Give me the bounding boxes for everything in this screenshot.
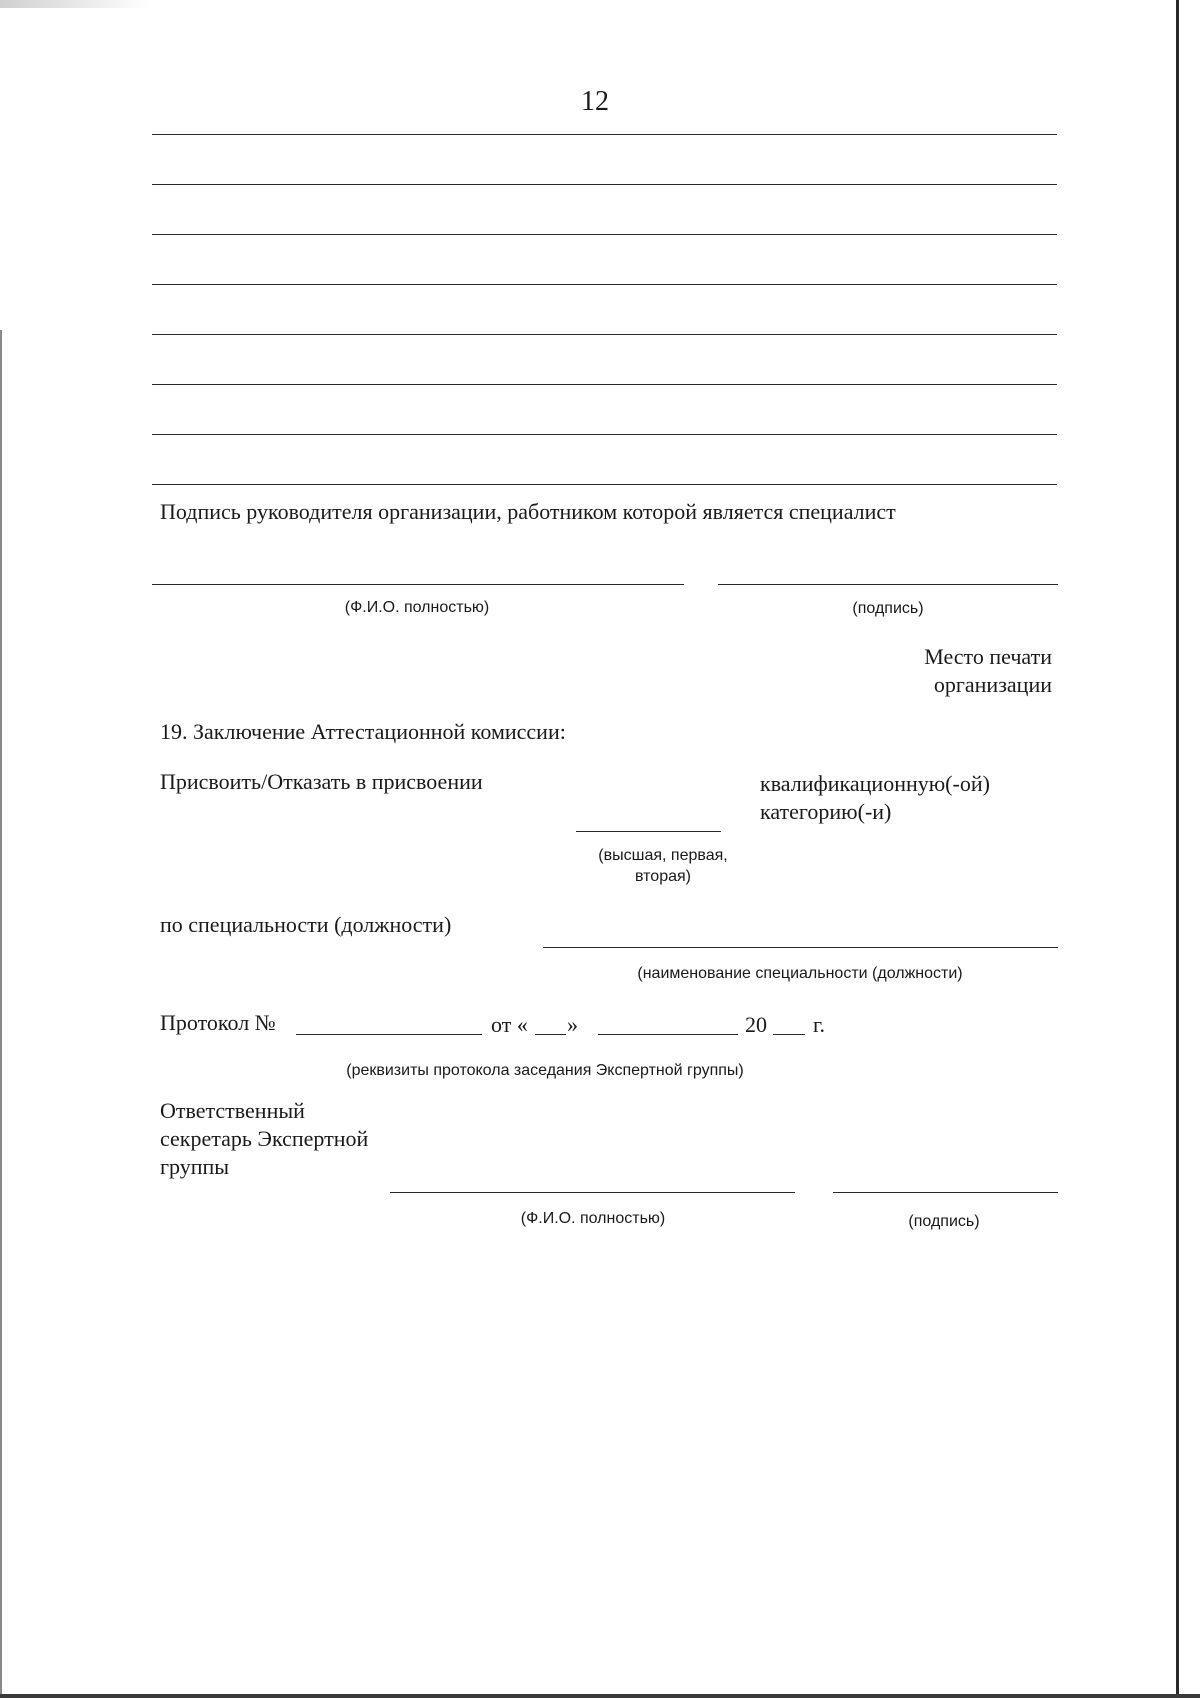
protocol-year-suffix: г. xyxy=(813,1012,826,1037)
protocol-year-blank[interactable] xyxy=(773,1034,805,1035)
specialty-blank[interactable] xyxy=(543,947,1058,948)
org-head-fio-line[interactable] xyxy=(152,584,684,585)
specialty-label: по специальности (должности) xyxy=(160,912,452,937)
qualification-category-line2: категорию(-и) xyxy=(760,799,892,824)
org-head-signature-line[interactable] xyxy=(718,584,1058,585)
blank-line xyxy=(152,484,1057,485)
scan-edge-bottom xyxy=(0,1694,1200,1698)
secretary-signature-line[interactable] xyxy=(833,1192,1058,1193)
blank-line xyxy=(152,284,1057,285)
secretary-label-line2: секретарь Экспертной xyxy=(160,1126,369,1151)
category-blank[interactable] xyxy=(576,831,721,832)
org-head-fio-caption: (Ф.И.О. полностью) xyxy=(344,599,490,616)
protocol-from-label: от « xyxy=(491,1012,528,1037)
page-number: 12 xyxy=(581,86,609,117)
stamp-place-line2: организации xyxy=(933,672,1052,697)
protocol-label: Протокол № xyxy=(160,1010,276,1035)
org-head-signature-title: Подпись руководителя организации, работником которой является специалист xyxy=(160,499,896,524)
protocol-caption: (реквизиты протокола заседания Экспертной группы) xyxy=(346,1062,744,1079)
scan-edge-left xyxy=(0,330,2,1698)
specialty-caption: (наименование специальности (должности) xyxy=(637,965,963,982)
org-head-signature-caption: (подпись) xyxy=(852,600,924,617)
secretary-signature-caption: (подпись) xyxy=(908,1213,980,1230)
protocol-close-quote: » xyxy=(567,1012,578,1037)
scan-artifact-top xyxy=(0,0,150,8)
category-caption-line1: (высшая, первая, xyxy=(598,847,728,864)
secretary-label-line3: группы xyxy=(160,1154,230,1179)
blank-line xyxy=(152,384,1057,385)
blank-line xyxy=(152,434,1057,435)
assign-or-refuse-label: Присвоить/Отказать в присвоении xyxy=(160,769,483,794)
scan-edge-right xyxy=(1176,0,1179,1698)
blank-line xyxy=(152,134,1057,135)
conclusion-heading: 19. Заключение Аттестационной комиссии: xyxy=(160,719,566,744)
protocol-month-blank[interactable] xyxy=(598,1034,738,1035)
protocol-year-prefix: 20 xyxy=(745,1012,767,1037)
stamp-place-line1: Место печати xyxy=(924,644,1052,669)
protocol-number-blank[interactable] xyxy=(296,1034,482,1035)
secretary-label-line1: Ответственный xyxy=(160,1098,305,1123)
secretary-fio-caption: (Ф.И.О. полностью) xyxy=(520,1210,666,1227)
blank-line xyxy=(152,184,1057,185)
protocol-day-blank[interactable] xyxy=(535,1034,566,1035)
blank-line xyxy=(152,234,1057,235)
secretary-fio-line[interactable] xyxy=(390,1192,795,1193)
blank-line xyxy=(152,334,1057,335)
category-caption-line2: вторая) xyxy=(635,868,691,885)
qualification-category-line1: квалификационную(-ой) xyxy=(760,771,990,796)
